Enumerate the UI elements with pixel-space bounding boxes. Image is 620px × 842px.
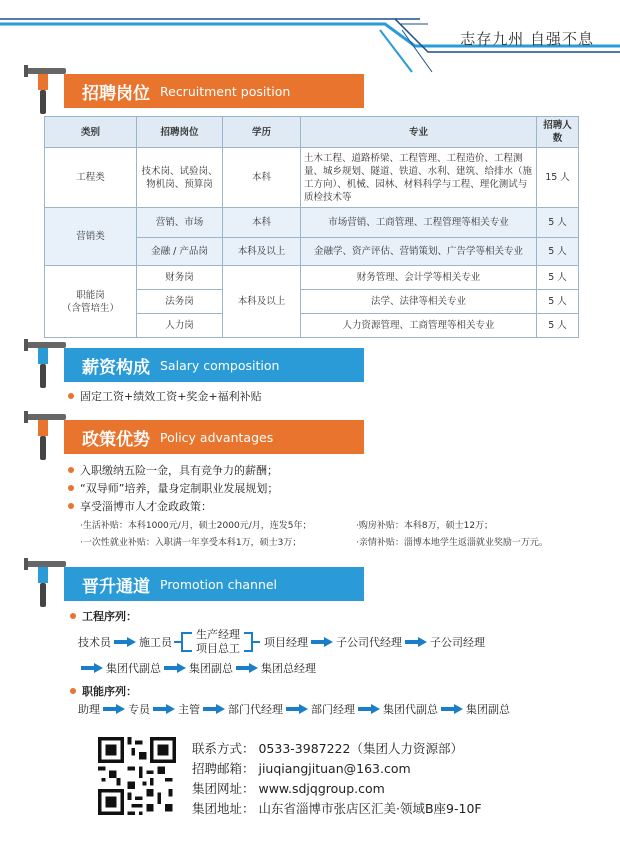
arrow-right-icon [405, 637, 427, 647]
section-banner-policy [20, 420, 364, 454]
arrow-right-icon [103, 704, 125, 714]
flow-step: 集团总经理 [261, 662, 316, 675]
flow-step: 项目经理 [264, 636, 308, 649]
fn-sequence-title [70, 683, 137, 699]
table-cell: 5 人 [537, 208, 579, 238]
table-row [45, 266, 579, 290]
section-title: 薪资构成 [82, 357, 150, 378]
contact-address: 集团地址： 山东省淄博市张店区汇美·领域B座9-10F [192, 801, 482, 816]
flow-step: 技术员 [78, 636, 111, 649]
policy-line [68, 480, 278, 496]
section-subtitle: Promotion channel [160, 576, 278, 592]
policy-sub: ·亲情补贴：淄博本地学生返淄就业奖励一万元。 [356, 538, 548, 548]
table-cell: 15 人 [537, 148, 579, 208]
table-cell: 金融 / 产品岗 [137, 238, 223, 266]
policy-line [68, 462, 278, 478]
table-cell: 市场营销、工商管理、工程管理等相关专业 [301, 208, 537, 238]
bullet-icon [70, 688, 76, 694]
arrow-right-icon [286, 704, 308, 714]
table-cell: 土木工程、道路桥梁、工程管理、工程造价、工程测量、城乡规划、隧道、铁道、水利、建筑、给排水（施工方向）、机械、园林、材料科学与工程、理化测试与质检技术等 [301, 148, 537, 208]
flow-step: 部门经理 [311, 703, 355, 716]
bullet-icon [68, 393, 74, 399]
arrow-right-icon [358, 704, 380, 714]
section-banner-salary [20, 348, 364, 382]
table-header: 招聘岗位 [137, 117, 223, 148]
table-row [45, 148, 579, 208]
table-cell: 技术岗、试验岗、物机岗、预算岗 [137, 148, 223, 208]
slogan: 志存九州 自强不息 [460, 30, 594, 48]
arrow-right-icon [203, 704, 225, 714]
table-cell: 法学、法律等相关专业 [301, 290, 537, 314]
flow-step: 集团副总 [466, 703, 510, 716]
contact-email[interactable]: 招聘邮箱： jiuqiangjituan@163.com [192, 761, 411, 776]
bullet-icon [68, 503, 74, 509]
merge-bracket-icon [242, 628, 262, 656]
flow-step: 子公司代经理 [336, 636, 402, 649]
table-cell: 金融学、资产评估、营销策划、广告学等相关专业 [301, 238, 537, 266]
section-banner-promotion [20, 567, 364, 601]
flow-step: 主管 [178, 703, 200, 716]
table-cell: 5 人 [537, 266, 579, 290]
policy-sub: ·生活补贴：本科1000元/月，硕士2000元/月，连发5年； [80, 521, 312, 531]
contact-website[interactable]: 集团网址： www.sdjqgroup.com [192, 781, 385, 796]
table-cell: 营销、市场 [137, 208, 223, 238]
salary-text: 固定工资+绩效工资+奖金+福利补贴 [80, 390, 262, 403]
bullet-icon [70, 613, 76, 619]
policy-text: “双导师”培养，量身定制职业发展规划； [80, 482, 279, 495]
flow-step: 项目总工 [196, 642, 240, 655]
fn-title-text: 职能序列： [82, 685, 137, 698]
eng-title-text: 工程序列： [82, 610, 137, 623]
flow-branch [196, 628, 240, 656]
section-subtitle: Policy advantages [160, 429, 274, 445]
table-cell: 营销类 [45, 208, 137, 266]
arrow-right-icon [441, 704, 463, 714]
policy-line [68, 498, 212, 514]
policy-text: 享受淄博市人才金政政策： [80, 500, 212, 513]
arrow-right-icon [153, 704, 175, 714]
arrow-right-icon [311, 637, 333, 647]
table-cell: 财务岗 [137, 266, 223, 290]
table-cell: 法务岗 [137, 290, 223, 314]
flow-step: 助理 [78, 703, 100, 716]
policy-text: 入职缴纳五险一金，具有竞争力的薪酬； [80, 464, 278, 477]
flow-step: 集团副总 [189, 662, 233, 675]
fn-flow-row [78, 701, 510, 717]
table-cell: 本科 [223, 148, 301, 208]
flow-step: 专员 [128, 703, 150, 716]
arrow-right-icon [164, 663, 186, 673]
section-title: 招聘岗位 [82, 83, 150, 104]
branch-bracket-icon [174, 628, 194, 656]
table-cell: 工程类 [45, 148, 137, 208]
flow-step: 子公司经理 [430, 636, 485, 649]
policy-sub: ·一次性就业补贴：入职满一年享受本科1万，硕士3万； [80, 538, 302, 548]
contact-block [192, 739, 482, 819]
recruitment-table [44, 116, 579, 338]
bullet-icon [68, 467, 74, 473]
table-cell: 5 人 [537, 238, 579, 266]
eng-flow-row1 [78, 628, 485, 656]
table-cell: 人力岗 [137, 314, 223, 338]
table-cell: 5 人 [537, 314, 579, 338]
section-subtitle: Salary composition [160, 357, 280, 373]
flow-step: 生产经理 [196, 628, 240, 641]
flow-step: 集团代副总 [383, 703, 438, 716]
flow-step: 部门代经理 [228, 703, 283, 716]
policy-sub: ·购房补贴：本科8万，硕士12万； [356, 521, 494, 531]
eng-sequence-title [70, 608, 137, 624]
table-cell: 5 人 [537, 290, 579, 314]
flow-step: 施工员 [139, 636, 172, 649]
arrow-right-icon [114, 637, 136, 647]
qr-code-icon [98, 737, 176, 815]
table-header: 类别 [45, 117, 137, 148]
table-header: 学历 [223, 117, 301, 148]
table-header: 招聘人数 [537, 117, 579, 148]
section-title: 政策优势 [82, 429, 150, 450]
arrow-right-icon [81, 663, 103, 673]
section-banner-recruit [20, 74, 364, 108]
contact-phone: 联系方式： 0533-3987222（集团人力资源部） [192, 741, 463, 756]
table-cell: 财务管理、会计学等相关专业 [301, 266, 537, 290]
table-cell: 职能岗 （含管培生） [45, 266, 137, 338]
table-cell: 本科 [223, 208, 301, 238]
section-subtitle: Recruitment position [160, 83, 291, 99]
table-row [45, 208, 579, 238]
table-cell: 本科及以上 [223, 238, 301, 266]
table-header: 专业 [301, 117, 537, 148]
bullet-icon [68, 485, 74, 491]
table-header-row [45, 117, 579, 148]
table-cell: 本科及以上 [223, 266, 301, 338]
section-title: 晋升通道 [82, 576, 150, 597]
salary-line [68, 388, 262, 404]
eng-flow-row2 [78, 660, 316, 676]
arrow-right-icon [236, 663, 258, 673]
flow-step: 集团代副总 [106, 662, 161, 675]
table-cell: 人力资源管理、工商管理等相关专业 [301, 314, 537, 338]
